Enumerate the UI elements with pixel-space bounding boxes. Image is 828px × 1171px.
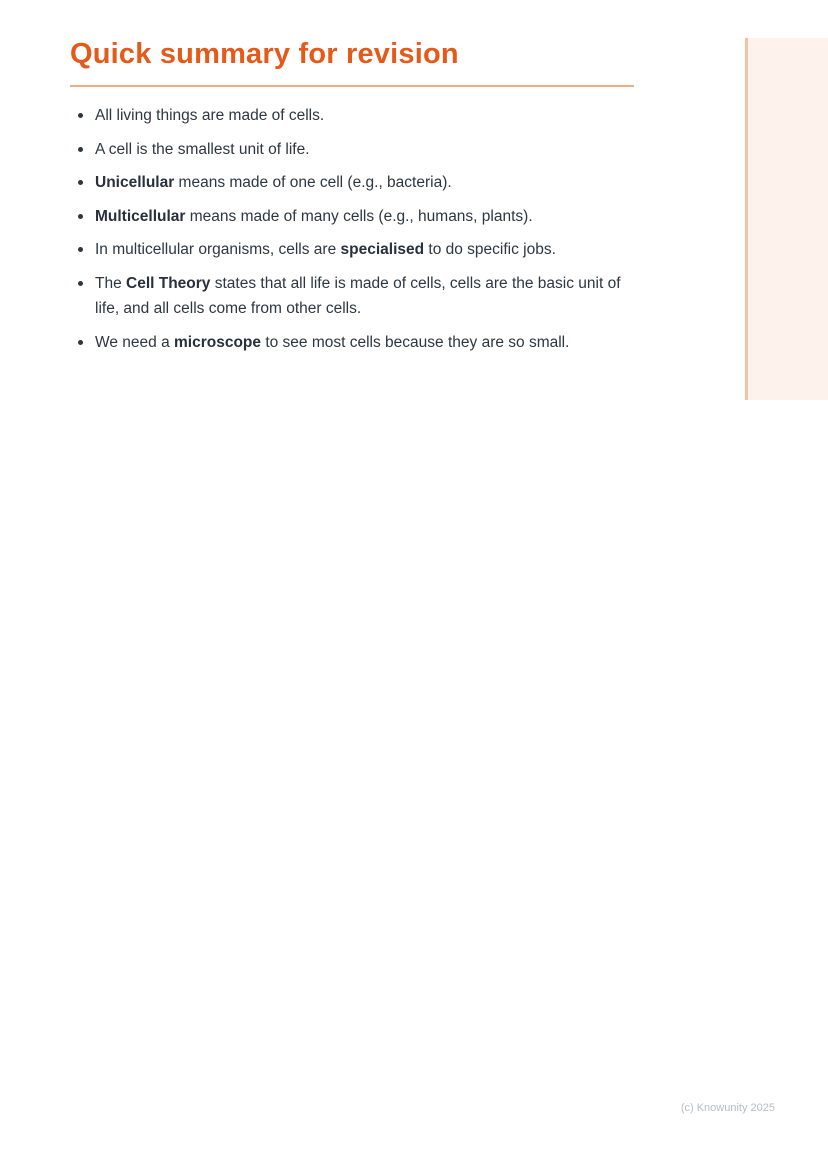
bullet-dot [78, 147, 83, 152]
key-term: specialised [340, 241, 425, 258]
list-text: to do specific jobs. [424, 241, 556, 258]
bullet-dot [78, 180, 83, 185]
key-term: microscope [174, 333, 262, 351]
list-item [70, 170, 622, 196]
list-text: states that all life is made of cells, cells are the basic unit of life, and all cells come from other cells. [95, 274, 621, 317]
list-item [70, 204, 622, 230]
list-text: means made of one cell (e.g., bacteria). [174, 174, 452, 191]
summary-list [70, 103, 622, 363]
key-term: Cell Theory [126, 274, 211, 292]
side-strip-decoration [745, 38, 828, 400]
bullet-dot [78, 281, 83, 286]
footer-copyright: (c) Knowunity 2025 [680, 1102, 775, 1114]
bullet-dot [78, 113, 83, 118]
list-item [70, 271, 622, 322]
list-text: to see most cells because they are so small. [261, 333, 570, 351]
bullet-dot [78, 340, 83, 345]
list-item [70, 103, 622, 129]
list-text: A cell is the smallest unit of life. [95, 140, 310, 158]
list-item [70, 237, 622, 263]
bullet-dot [78, 214, 83, 219]
page-title: Quick summary for revision [70, 38, 459, 70]
list-item [70, 330, 622, 356]
list-item [70, 137, 622, 163]
title-divider [70, 85, 634, 87]
key-term: Unicellular [95, 174, 175, 191]
list-text: We need a [95, 333, 174, 351]
list-text: All living things are made of cells. [95, 107, 325, 124]
list-text: In multicellular organisms, cells are [95, 241, 341, 258]
key-term: Multicellular [95, 207, 186, 225]
list-text: means made of many cells (e.g., humans, plants). [185, 207, 533, 225]
bullet-dot [78, 247, 83, 252]
list-text: The [95, 274, 127, 292]
